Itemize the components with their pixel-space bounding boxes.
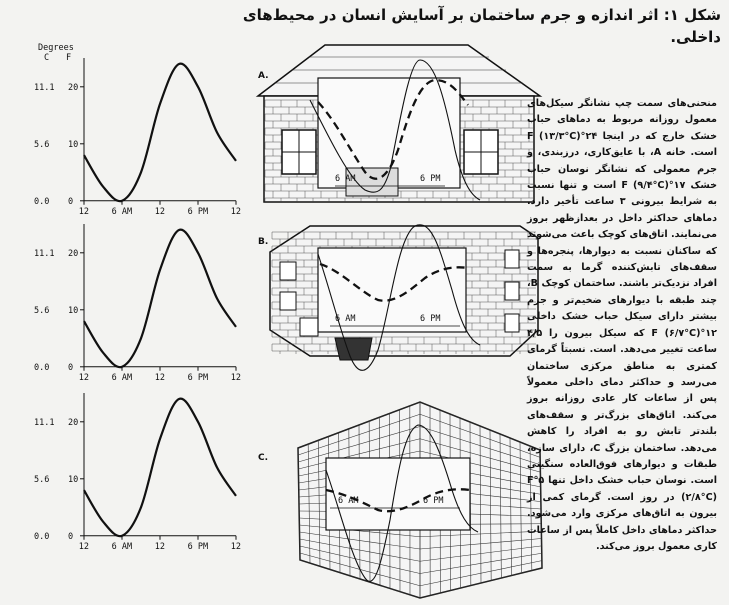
- y-tick-label-f: 10: [68, 305, 79, 316]
- y-tick-label-f: 0: [68, 531, 74, 542]
- building-b-6pm-label: 6 PM: [420, 314, 441, 324]
- x-tick-label: 12: [78, 372, 90, 383]
- y-tick-label-f: 20: [68, 82, 79, 93]
- x-tick-label: 6 AM: [111, 372, 133, 383]
- building-b-6am-label: 6 AM: [335, 314, 356, 324]
- x-tick-label: 12: [154, 372, 166, 383]
- y-tick-label-c: 11.1: [34, 248, 55, 259]
- x-tick-label: 12: [154, 541, 166, 552]
- y-tick-label-c: 5.6: [34, 474, 50, 485]
- building-c-interior-panel: [326, 458, 470, 530]
- figure-caption: منحنی‌های سمت چپ نشانگر سیکل‌های معمول روزانه مربوط به دماهای حباب خشک خارج که در اینجا ۲۴°F (۱۳/۳°C) است. خانه A، با عایق‌کاری، درزبندی، و جرم معمولی که نشانگر نوسان حباب خشک ۱۷°F (۹/۴°C) است و تنها نسبت به شرایط بیرونی ۳ ساعت تأخیر دارد. دماهای حداکثر داخل در بعدازظهر بروز می‌نمایند. اتاق‌های کوچک باعث می‌شوند که ساکنان نسبت به دیوارها، پنجره‌ها و سقف‌های تابش‌کننده گرما به سمت افراد نزدیک‌تر باشند. ساختمان کوچک B، چند طبقه با دیوارهای ضخیم‌تر و جرم بیشتر دارای سیکل حباب خشک داخلی ۱۲°F (۶/۷°C) که سیکل بیرون را ۴/۵ ساعت تغییر می‌دهد. است. نسبتاً گرمای کمتری به مناطق مرکزی ساختمان می‌رسد و حداکثر دمای داخلی معمولاً پس از ساعات کار عادی روزانه بروز می‌کند. اتاق‌های بزرگ‌تر و سقف‌های بلندتر تابش رو به افراد را کاهش می‌دهد. ساختمان بزرگ C، دارای سازه، طبقات و دیوارهای فوق‌العاده سنگینی است. نوسان حباب خشک داخل تنها ۵°F (۲/۸°C) در روز است. گرمای کمی از بیرون به اتاق‌های مرکزی وارد می‌شود. حداکثر دماهای داخل کاملاً پس از ساعات کاری معمول بروز می‌کند.: [527, 98, 718, 552]
- x-tick-label: 12: [78, 206, 90, 217]
- x-tick-label: 6 AM: [111, 206, 133, 217]
- degrees-header: Degrees: [38, 43, 74, 53]
- y-tick-label-f: 10: [68, 139, 79, 150]
- x-tick-label: 12: [78, 541, 90, 552]
- y-tick-label-f: 20: [68, 417, 79, 428]
- building-a-label: A.: [258, 71, 269, 81]
- y-tick-label-f: 0: [68, 196, 74, 207]
- building-c-label: C.: [258, 453, 269, 463]
- x-tick-label: 6 PM: [187, 541, 209, 552]
- y-tick-label-c: 0.0: [34, 362, 50, 373]
- building-c-6pm-label: 6 PM: [423, 496, 444, 506]
- x-tick-label: 6 PM: [187, 206, 209, 217]
- y-tick-label-f: 20: [68, 248, 79, 259]
- x-tick-label: 6 PM: [187, 372, 209, 383]
- x-tick-label: 12: [230, 206, 242, 217]
- y-tick-label-c: 0.0: [34, 531, 50, 542]
- x-tick-label: 12: [230, 541, 242, 552]
- house-6pm-label: 6 PM: [420, 174, 441, 184]
- x-tick-label: 12: [230, 372, 242, 383]
- y-tick-label-c: 11.1: [34, 82, 55, 93]
- unit-f-label: F: [66, 53, 72, 63]
- y-tick-label-c: 0.0: [34, 196, 50, 207]
- unit-c-label: C: [44, 53, 50, 63]
- y-tick-label-c: 5.6: [34, 305, 50, 316]
- figure-title: شکل ۱: اثر اندازه و جرم ساختمان بر آسایش انسان در محیط‌های داخلی.: [242, 6, 721, 46]
- y-tick-label-c: 11.1: [34, 417, 55, 428]
- y-tick-label-f: 10: [68, 474, 79, 485]
- building-c-6am-label: 6 AM: [338, 496, 359, 506]
- x-tick-label: 6 AM: [111, 541, 133, 552]
- x-tick-label: 12: [154, 206, 166, 217]
- building-b-label: B.: [258, 237, 269, 247]
- y-tick-label-c: 5.6: [34, 139, 50, 150]
- y-tick-label-f: 0: [68, 362, 74, 373]
- house-6am-label: 6 AM: [335, 174, 356, 184]
